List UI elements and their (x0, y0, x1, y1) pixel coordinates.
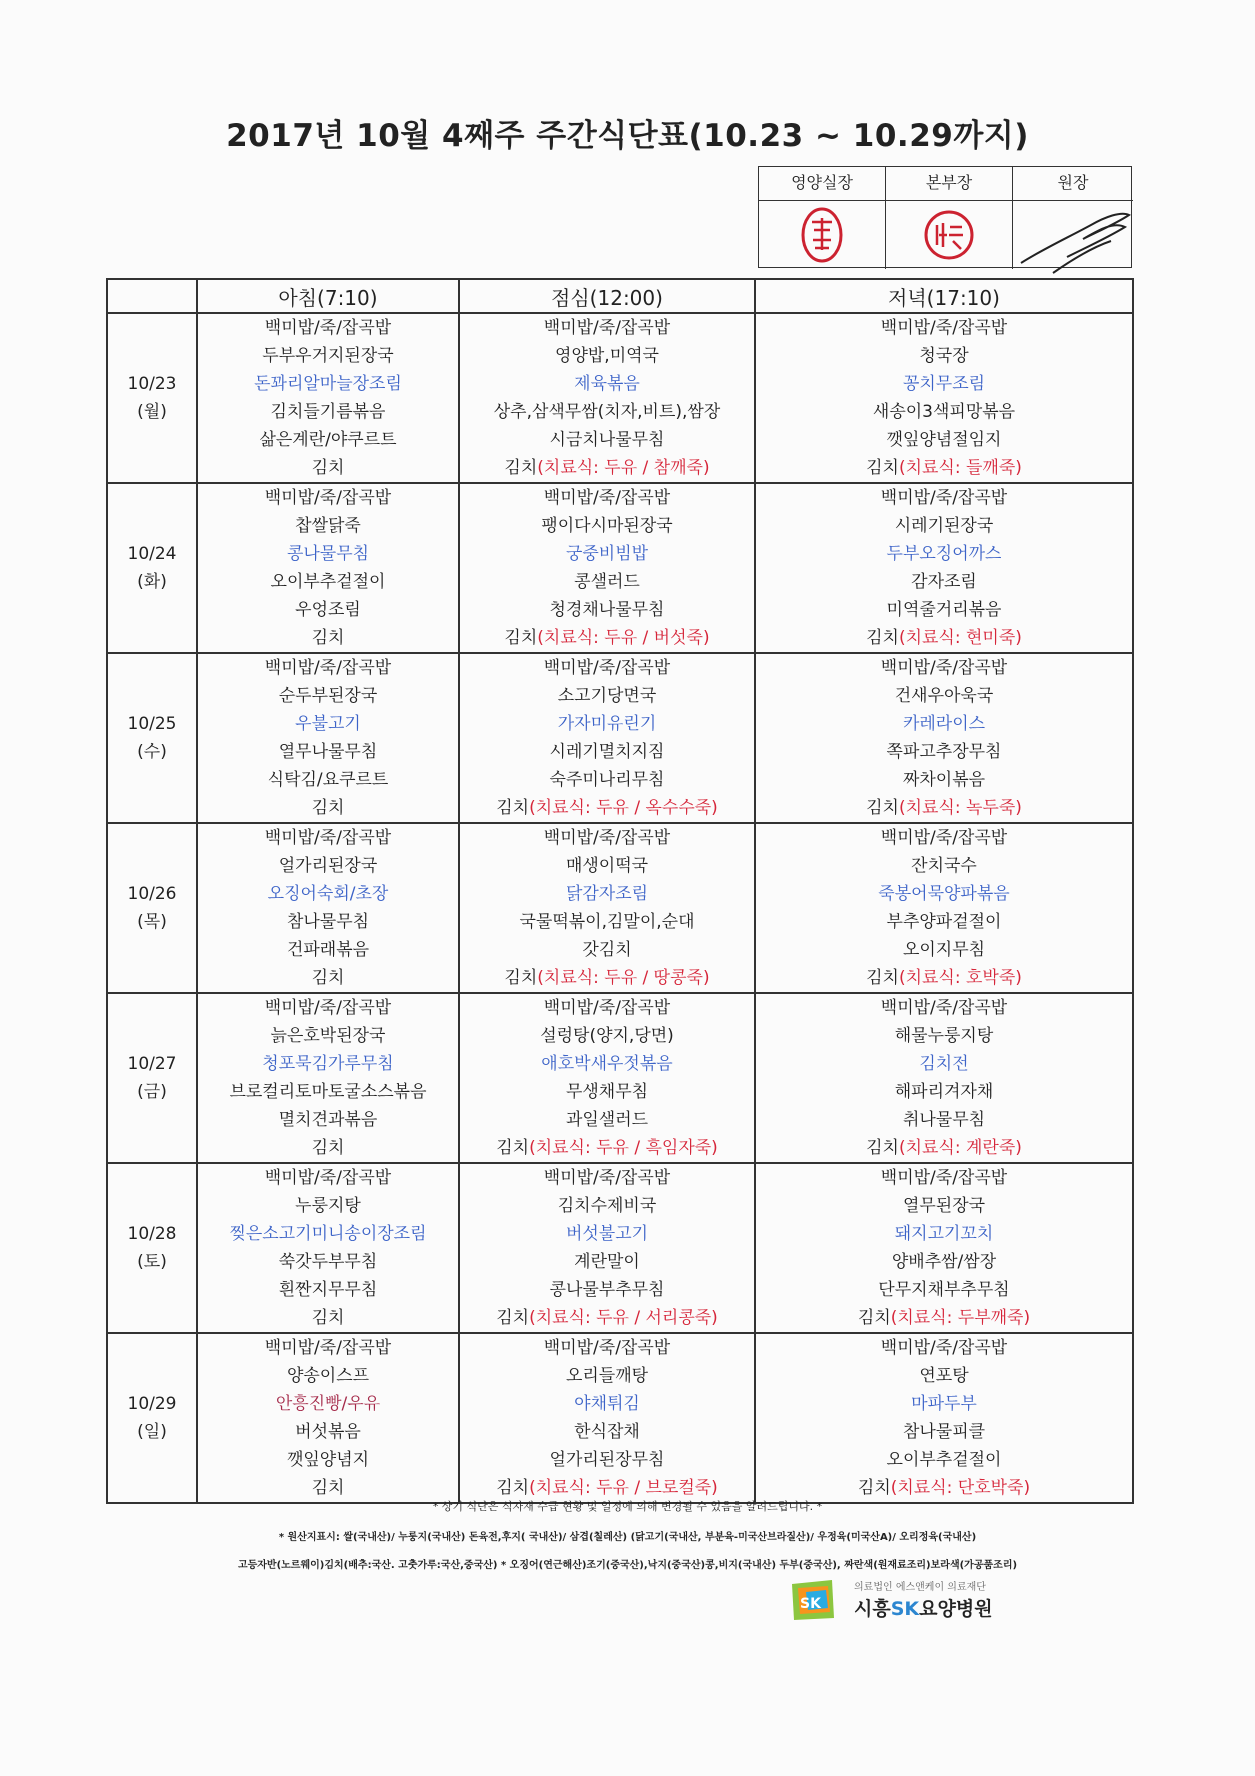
kimchi-label: 김치 (866, 1138, 899, 1158)
menu-item: 청국장 (919, 346, 969, 366)
date-label: 10/29 (127, 1394, 177, 1414)
therapeutic-diet-note: (치료식: 두유 / 옥수수죽) (529, 798, 718, 818)
menu-item: 청경채나물무침 (549, 600, 665, 620)
lunch-cell (459, 823, 755, 993)
menu-item: 갓김치 (582, 940, 632, 960)
menu-item: 돈꽈리알마늘장조림 (254, 374, 402, 394)
menu-item: 설렁탕(양지,당면) (540, 1026, 674, 1046)
menu-item: 두부오징어까스 (886, 544, 1002, 564)
breakfast-cell (197, 823, 459, 993)
menu-item (756, 454, 1132, 482)
date-label: 10/23 (127, 374, 177, 394)
kimchi-label: 김치 (866, 968, 899, 988)
menu-item: 백미밥/죽/잡곡밥 (264, 998, 392, 1018)
menu-item: 오징어숙회/초장 (267, 884, 389, 904)
menu-item: 과일샐러드 (565, 1110, 649, 1130)
menu-item (460, 1304, 754, 1332)
menu-item: 김치 (311, 1478, 345, 1498)
menu-item: 미역줄거리볶음 (886, 600, 1002, 620)
therapeutic-diet-note: (치료식: 두유 / 참깨죽) (537, 458, 710, 478)
menu-item: 백미밥/죽/잡곡밥 (880, 318, 1008, 338)
approval-header: 본부장 (886, 167, 1013, 201)
kimchi-label: 김치 (504, 628, 538, 648)
menu-item: 잔치국수 (911, 856, 977, 876)
menu-item: 순두부된장국 (278, 686, 378, 706)
menu-item: 백미밥/죽/잡곡밥 (264, 488, 392, 508)
dinner-cell (755, 823, 1133, 993)
date-cell (107, 993, 197, 1163)
menu-item: 한식잡채 (574, 1422, 640, 1442)
menu-item: 얼가리된장국 (278, 856, 378, 876)
breakfast-cell (197, 313, 459, 483)
menu-item: 돼지고기꼬치 (894, 1224, 994, 1244)
therapeutic-diet-note: (치료식: 두유 / 버섯죽) (537, 628, 710, 648)
menu-item: 해물누룽지탕 (894, 1026, 994, 1046)
therapeutic-diet-note: (치료식: 호박죽) (898, 968, 1022, 988)
breakfast-cell (197, 483, 459, 653)
menu-item (460, 794, 754, 822)
menu-item: 궁중비빔밥 (565, 544, 649, 564)
menu-item: 상추,삼색무쌈(치자,비트),쌈장 (493, 402, 721, 422)
menu-item: 참나물무침 (286, 912, 370, 932)
breakfast-cell (197, 653, 459, 823)
menu-item: 콩샐러드 (574, 572, 640, 592)
menu-item: 김치 (311, 458, 345, 478)
weekday-label: (토) (137, 1252, 167, 1272)
kimchi-label: 김치 (504, 458, 538, 478)
page-title: 2017년 10월 4째주 주간식단표(10.23 ~ 10.29까지) (226, 118, 1029, 154)
kimchi-label: 김치 (504, 968, 538, 988)
menu-item: 흰짠지무무침 (278, 1280, 378, 1300)
origin-info-line: * 원산지표시: 쌀(국내산)/ 누룽지(국내산) 돈육전,후지( 국내산)/ 삼겹(칠레산) (닭고기(국내산, 부분육-미국산브라질산)/ 우정육(미국산A)/ 오리정육(국내산) (278, 1532, 977, 1543)
menu-item: 콩나물부추무침 (549, 1280, 665, 1300)
menu-item: 백미밥/죽/잡곡밥 (880, 828, 1008, 848)
weekday-label: (수) (137, 742, 167, 762)
day-row (107, 313, 1133, 483)
menu-item: 얼가리된장무침 (549, 1450, 665, 1470)
menu-item: 해파리겨자채 (894, 1082, 994, 1102)
menu-item: 애호박새우젓볶음 (541, 1054, 673, 1074)
menu-item: 버섯불고기 (565, 1224, 649, 1244)
menu-item: 우불고기 (295, 714, 361, 734)
menu-item (756, 1134, 1132, 1162)
menu-item: 열무나물무침 (278, 742, 378, 762)
lunch-cell (459, 993, 755, 1163)
logo-subtitle: 의료법인 에스앤케이 의료재단 (854, 1582, 986, 1593)
day-row (107, 823, 1133, 993)
dinner-cell (755, 1163, 1133, 1333)
menu-item: 우엉조림 (295, 600, 361, 620)
menu-item: 백미밥/죽/잡곡밥 (264, 658, 392, 678)
menu-item: 계란말이 (574, 1252, 640, 1272)
menu-item: 깻잎양념지 (286, 1450, 370, 1470)
menu-item: 백미밥/죽/잡곡밥 (880, 1338, 1008, 1358)
date-cell (107, 1333, 197, 1503)
menu-item: 야채튀김 (574, 1394, 640, 1414)
menu-item: 쑥갓두부무침 (278, 1252, 378, 1272)
menu-item: 카레라이스 (902, 714, 986, 734)
menu-item: 부추양파겉절이 (886, 912, 1002, 932)
menu-item: 짜차이볶음 (902, 770, 986, 790)
menu-item: 삶은계란/야쿠르트 (259, 430, 397, 450)
kimchi-label: 김치 (866, 798, 899, 818)
date-label: 10/26 (127, 884, 177, 904)
day-row (107, 1163, 1133, 1333)
kimchi-label: 김치 (496, 1478, 530, 1498)
red-seal-stamp (800, 206, 844, 264)
menu-item: 백미밥/죽/잡곡밥 (543, 1168, 671, 1188)
date-cell (107, 313, 197, 483)
kimchi-label: 김치 (496, 1138, 530, 1158)
approval-header: 영양실장 (759, 167, 886, 201)
day-row (107, 653, 1133, 823)
menu-item: 누룽지탕 (295, 1196, 361, 1216)
menu-item: 백미밥/죽/잡곡밥 (543, 1338, 671, 1358)
menu-item: 양송이스프 (286, 1366, 370, 1386)
menu-item: 제육볶음 (574, 374, 640, 394)
menu-item: 죽봉어묵양파볶음 (878, 884, 1010, 904)
dinner-cell (755, 313, 1133, 483)
origin-info-line: 고등자반(노르웨이)김치(배추:국산. 고춧가루:국산,중국산) * 오징어(연근해산)조기(중국산),낙지(중국산)콩,비지(국내산) 두부(중국산), 짜란색(원재료조리)보라색(가공품조리) (237, 1560, 1018, 1571)
hospital-logo (788, 1578, 1088, 1624)
kimchi-label: 김치 (857, 1478, 891, 1498)
menu-item: 매생이떡국 (565, 856, 649, 876)
menu-item: 소고기당면국 (557, 686, 657, 706)
date-cell (107, 1163, 197, 1333)
menu-item: 청포묵김가루무침 (262, 1054, 394, 1074)
kimchi-label: 김치 (496, 798, 530, 818)
date-label: 10/25 (127, 714, 177, 734)
lunch-cell (459, 653, 755, 823)
menu-item: 팽이다시마된장국 (541, 516, 673, 536)
kimchi-label: 김치 (496, 1308, 530, 1328)
menu-item: 멸치견과볶음 (278, 1110, 378, 1130)
menu-item: 시금치나물무침 (549, 430, 665, 450)
weekday-label: (월) (137, 402, 167, 422)
menu-item: 백미밥/죽/잡곡밥 (264, 1338, 392, 1358)
approval-cell (759, 201, 886, 269)
menu-item: 쪽파고추장무침 (886, 742, 1002, 762)
menu-item: 김치 (311, 968, 345, 988)
therapeutic-diet-note: (치료식: 현미죽) (898, 628, 1022, 648)
menu-item: 취나물무침 (902, 1110, 986, 1130)
therapeutic-diet-note: (치료식: 녹두죽) (898, 798, 1022, 818)
kimchi-label: 김치 (866, 458, 899, 478)
day-row (107, 483, 1133, 653)
menu-item: 오이부추겉절이 (270, 572, 386, 592)
menu-item: 꽁치무조림 (902, 374, 986, 394)
header-lunch: 점심(12:00) (459, 279, 755, 313)
date-cell (107, 653, 197, 823)
menu-item: 숙주미나리무침 (549, 770, 665, 790)
lunch-cell (459, 483, 755, 653)
menu-item (756, 794, 1132, 822)
menu-item: 가자미유린기 (557, 714, 657, 734)
hospital-logo-icon (788, 1578, 838, 1622)
menu-item: 김치수제비국 (557, 1196, 657, 1216)
menu-item (460, 624, 754, 652)
therapeutic-diet-note: (치료식: 들깨죽) (898, 458, 1022, 478)
menu-item: 마파두부 (911, 1394, 977, 1414)
date-cell (107, 823, 197, 993)
menu-item: 영양밥,미역국 (555, 346, 659, 366)
weekday-label: (일) (137, 1422, 167, 1442)
menu-item: 백미밥/죽/잡곡밥 (543, 488, 671, 508)
day-row (107, 1333, 1133, 1503)
menu-item: 콩나물무침 (286, 544, 370, 564)
date-label: 10/24 (127, 544, 177, 564)
header-breakfast: 아침(7:10) (197, 279, 459, 313)
therapeutic-diet-note: (치료식: 두유 / 서리콩죽) (529, 1308, 718, 1328)
menu-item: 백미밥/죽/잡곡밥 (880, 658, 1008, 678)
lunch-cell (459, 1333, 755, 1503)
menu-item: 오이지무침 (902, 940, 986, 960)
breakfast-cell (197, 1333, 459, 1503)
table-header-row (107, 279, 1133, 313)
therapeutic-diet-note: (치료식: 두부깨죽) (890, 1308, 1031, 1328)
weekday-label: (목) (137, 912, 167, 932)
hospital-name (854, 1594, 993, 1621)
menu-item: 시레기된장국 (894, 516, 994, 536)
menu-item: 새송이3색피망볶음 (872, 402, 1016, 422)
dinner-cell (755, 653, 1133, 823)
menu-item: 무생채무침 (565, 1082, 649, 1102)
weekly-menu-table (106, 278, 1134, 1504)
menu-item: 김치들기름볶음 (270, 402, 386, 422)
hospital-name-part: 시흥 (854, 1598, 891, 1620)
dinner-cell (755, 1333, 1133, 1503)
menu-item: 버섯볶음 (295, 1422, 361, 1442)
approval-box (758, 166, 1132, 268)
menu-item: 백미밥/죽/잡곡밥 (880, 998, 1008, 1018)
header-date (107, 279, 197, 313)
approval-cell (1013, 201, 1133, 269)
menu-item: 양배추쌈/쌈장 (891, 1252, 997, 1272)
lunch-cell (459, 313, 755, 483)
menu-item: 식탁김/요쿠르트 (267, 770, 389, 790)
menu-item (756, 624, 1132, 652)
lunch-cell (459, 1163, 755, 1333)
menu-item: 백미밥/죽/잡곡밥 (543, 828, 671, 848)
menu-item (460, 454, 754, 482)
menu-item: 백미밥/죽/잡곡밥 (880, 1168, 1008, 1188)
dinner-cell (755, 993, 1133, 1163)
menu-item: 참나물피클 (902, 1422, 986, 1442)
menu-item: 백미밥/죽/잡곡밥 (264, 1168, 392, 1188)
hospital-name-part: 요양병원 (919, 1598, 993, 1620)
menu-item: 백미밥/죽/잡곡밥 (264, 318, 392, 338)
menu-item: 김치 (311, 1138, 345, 1158)
menu-item: 백미밥/죽/잡곡밥 (880, 488, 1008, 508)
menu-item: 국물떡볶이,김말이,순대 (519, 912, 695, 932)
menu-item: 백미밥/죽/잡곡밥 (543, 998, 671, 1018)
menu-item: 건파래볶음 (286, 940, 370, 960)
menu-item: 단무지채부추무침 (878, 1280, 1010, 1300)
therapeutic-diet-note: (치료식: 계란죽) (898, 1138, 1022, 1158)
menu-item: 닭감자조림 (565, 884, 649, 904)
date-label: 10/28 (127, 1224, 177, 1244)
menu-item: 건새우아욱국 (894, 686, 994, 706)
menu-item: 감자조림 (911, 572, 977, 592)
change-notice: * 상기 식단은 식자재 수급 현황 및 일정에 의해 변경될 수 있음을 알려드립니다. * (432, 1500, 823, 1513)
therapeutic-diet-note: (치료식: 두유 / 흑임자죽) (529, 1138, 718, 1158)
menu-item: 늙은호박된장국 (270, 1026, 386, 1046)
menu-item: 찹쌀닭죽 (295, 516, 361, 536)
handwritten-signature (1013, 201, 1133, 281)
weekday-label: (화) (137, 572, 167, 592)
menu-item: 시레기멸치지짐 (549, 742, 665, 762)
menu-item: 열무된장국 (902, 1196, 986, 1216)
menu-item: 안흥진빵/우유 (275, 1394, 381, 1414)
red-seal-stamp (923, 209, 975, 261)
menu-item: 백미밥/죽/잡곡밥 (264, 828, 392, 848)
menu-item: 오이부추겉절이 (886, 1450, 1002, 1470)
menu-item: 두부우거지된장국 (262, 346, 394, 366)
dinner-cell (755, 483, 1133, 653)
kimchi-label: 김치 (866, 628, 899, 648)
therapeutic-diet-note: (치료식: 단호박죽) (890, 1478, 1031, 1498)
breakfast-cell (197, 1163, 459, 1333)
weekday-label: (금) (137, 1082, 167, 1102)
menu-item: 찢은소고기미니송이장조림 (229, 1224, 427, 1244)
menu-item: 연포탕 (919, 1366, 969, 1386)
date-cell (107, 483, 197, 653)
menu-item (460, 1134, 754, 1162)
menu-item (756, 1304, 1132, 1332)
day-row (107, 993, 1133, 1163)
menu-item: 김치전 (919, 1054, 969, 1074)
menu-item: 김치 (311, 628, 345, 648)
menu-item (460, 964, 754, 992)
menu-item: 김치 (311, 1308, 345, 1328)
approval-cell (886, 201, 1013, 269)
menu-item: 백미밥/죽/잡곡밥 (543, 318, 671, 338)
menu-item: 깻잎양념절임지 (886, 430, 1002, 450)
menu-item: 오리들깨탕 (565, 1366, 649, 1386)
therapeutic-diet-note: (치료식: 두유 / 브로컬죽) (529, 1478, 718, 1498)
menu-item (756, 964, 1132, 992)
approval-header: 원장 (1013, 167, 1133, 201)
date-label: 10/27 (127, 1054, 177, 1074)
breakfast-cell (197, 993, 459, 1163)
svg-text:SK: SK (800, 1596, 821, 1612)
menu-item: 브로컬리토마토굴소스볶음 (229, 1082, 427, 1102)
menu-item: 백미밥/죽/잡곡밥 (543, 658, 671, 678)
hospital-name-sk: SK (890, 1598, 920, 1620)
therapeutic-diet-note: (치료식: 두유 / 땅콩죽) (537, 968, 710, 988)
menu-item: 김치 (311, 798, 345, 818)
header-dinner: 저녁(17:10) (755, 279, 1133, 313)
kimchi-label: 김치 (857, 1308, 891, 1328)
